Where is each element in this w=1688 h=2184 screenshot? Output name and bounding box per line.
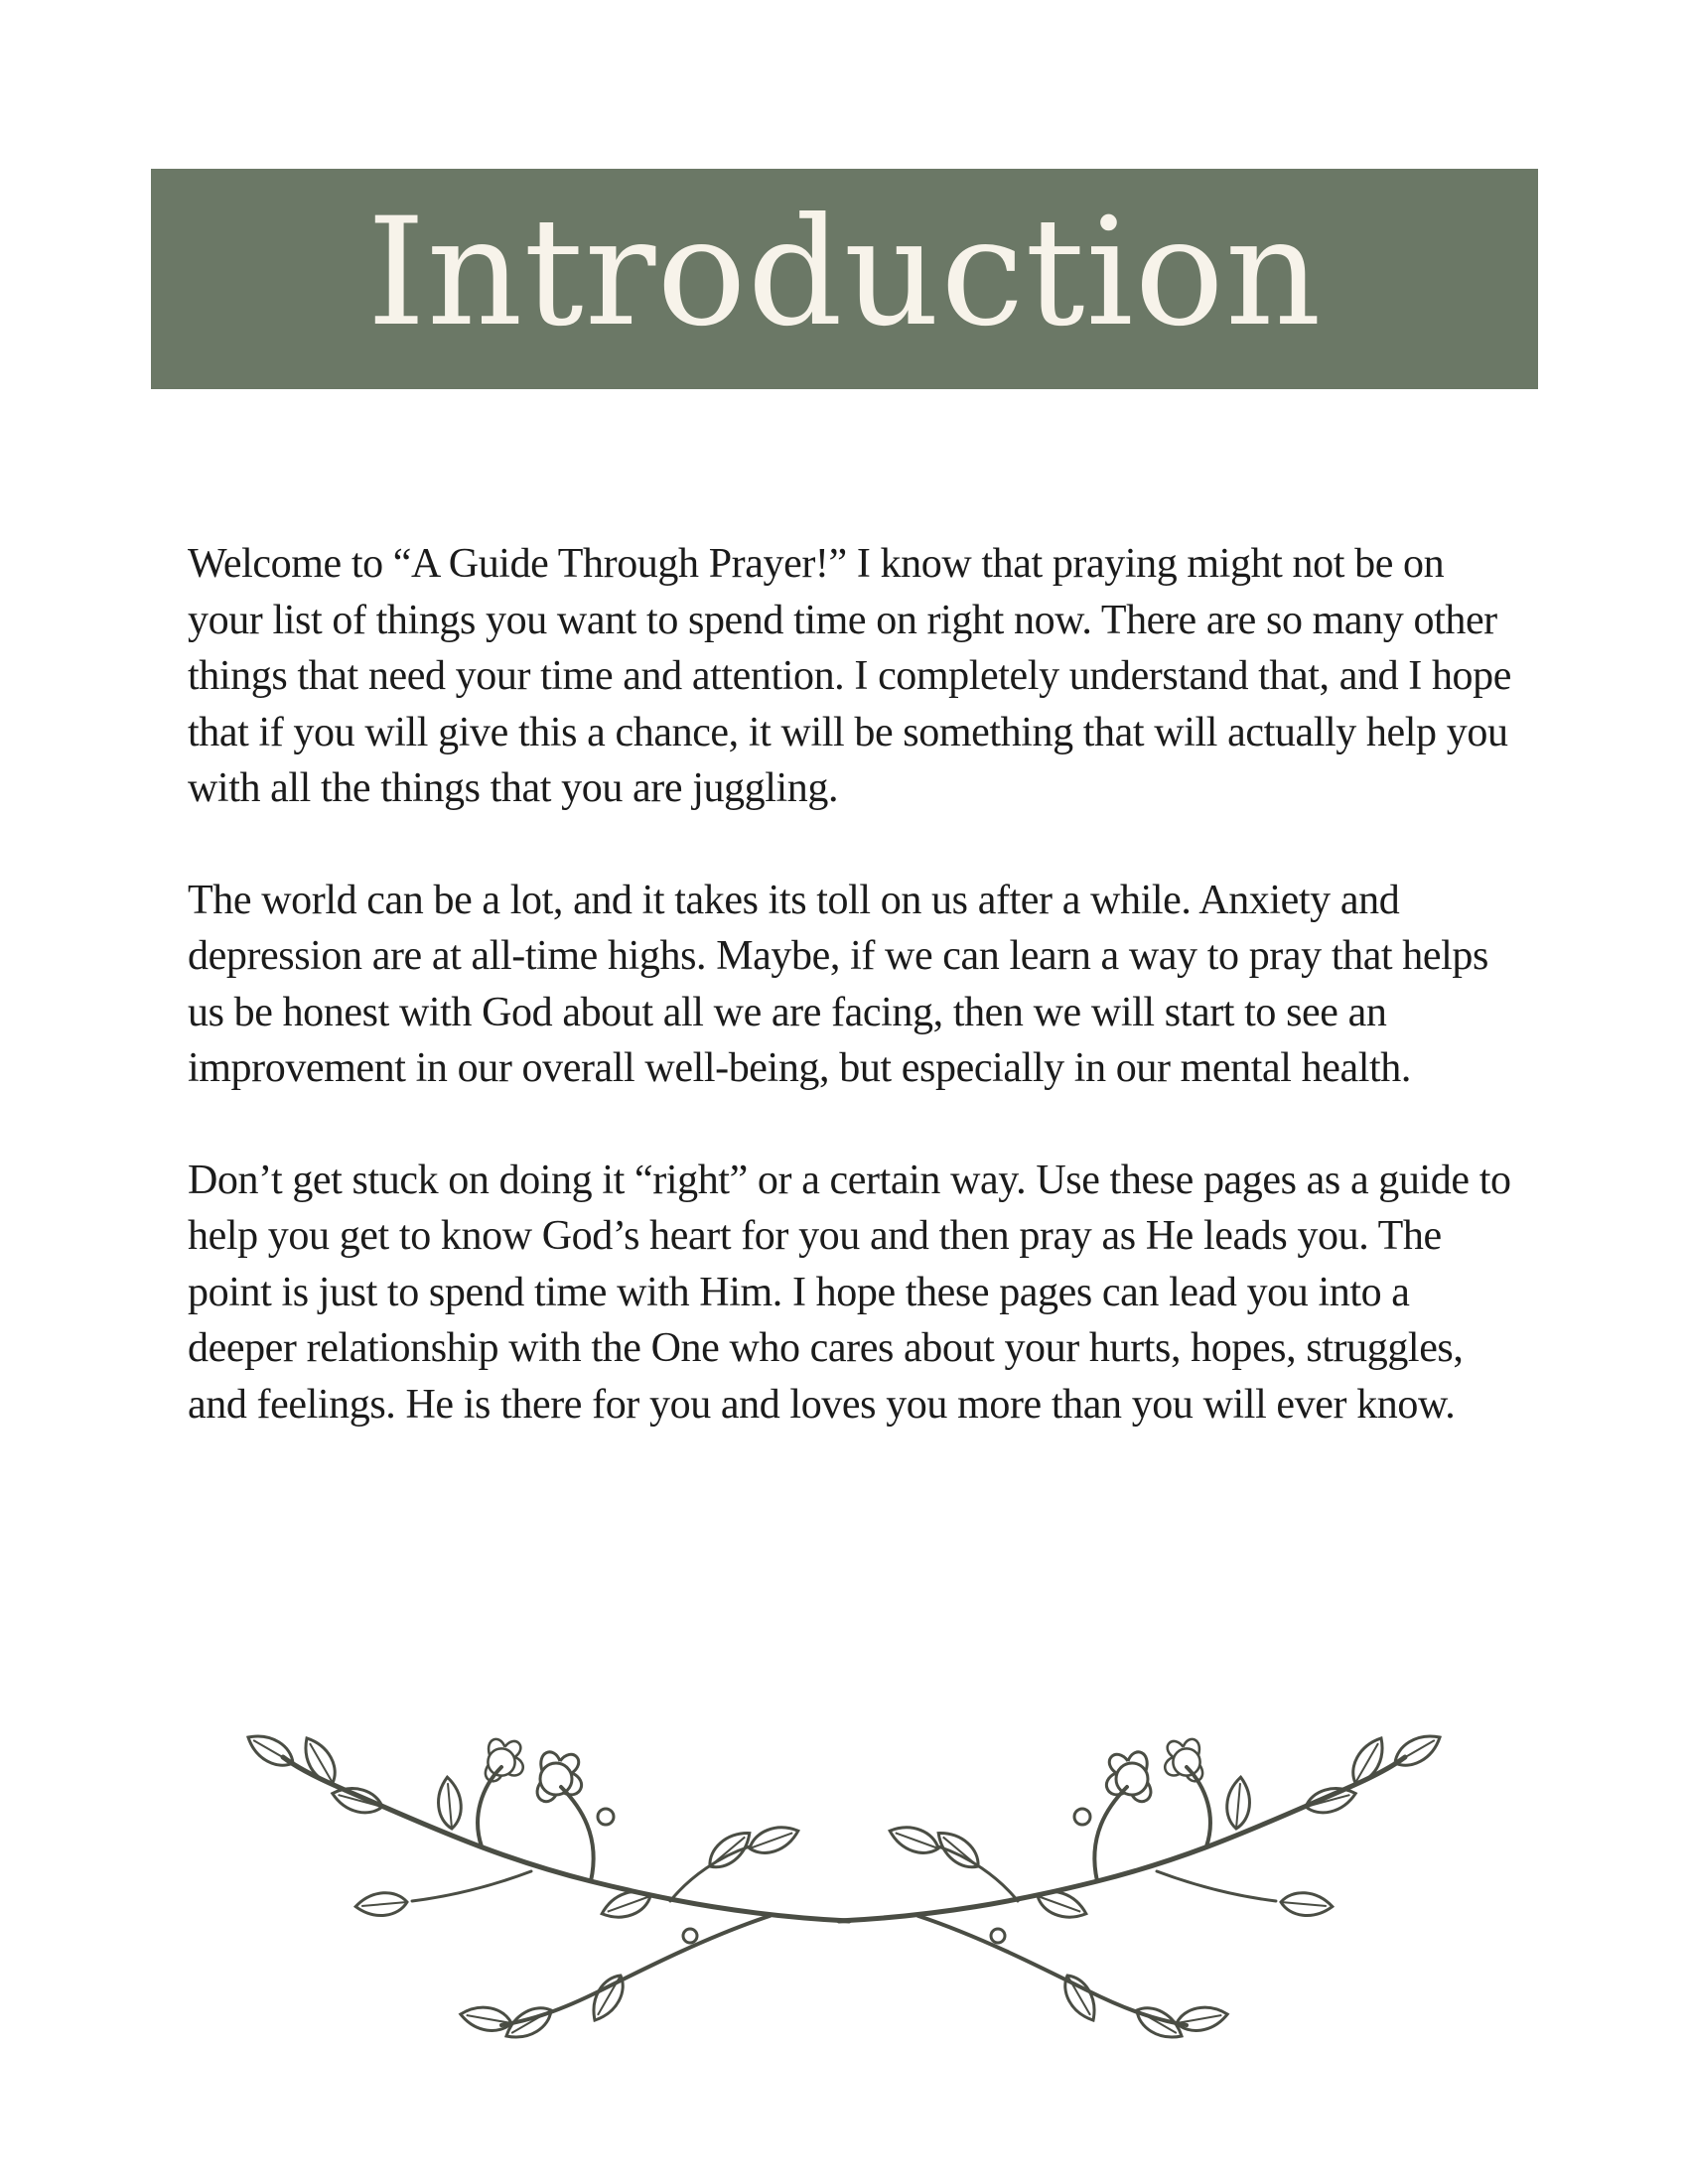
title-banner <box>151 169 1538 389</box>
left-branch-icon <box>242 1727 849 2045</box>
floral-ornament <box>0 1717 1688 2045</box>
page-title: Introduction <box>366 187 1323 359</box>
paragraph-dont-get-stuck: Don’t get stuck on doing it “right” or a certain way. Use these pages as a guide to help you get to know God’s heart for you and then pray as He leads you. The point is just to spend time with Him. I hope these pages can lead you into a deeper relationship with the One who cares about your hurts, hopes, struggles, and feelings. He is there for you and loves you more than you will ever know. <box>188 1157 1511 1428</box>
paragraph-world: The world can be a lot, and it takes its toll on us after a while. Anxiety and depression are at all-time highs. Maybe, if we can learn a way to pray that helps us be honest with God about all we are facing, then we will start to see an improvement in our overall well-being, but especially in our mental health. <box>188 877 1488 1091</box>
right-branch-icon <box>839 1727 1446 2045</box>
paragraph-welcome: Welcome to “A Guide Through Prayer!” I know that praying might not be on your list of things you want to spend time on right now. There are so many other things that need your time and attention. I completely understand that, and I hope that if you will give this a chance, it will be something that will actually help you with all the things that you are juggling. <box>188 541 1512 811</box>
intro-body <box>188 536 1518 1488</box>
